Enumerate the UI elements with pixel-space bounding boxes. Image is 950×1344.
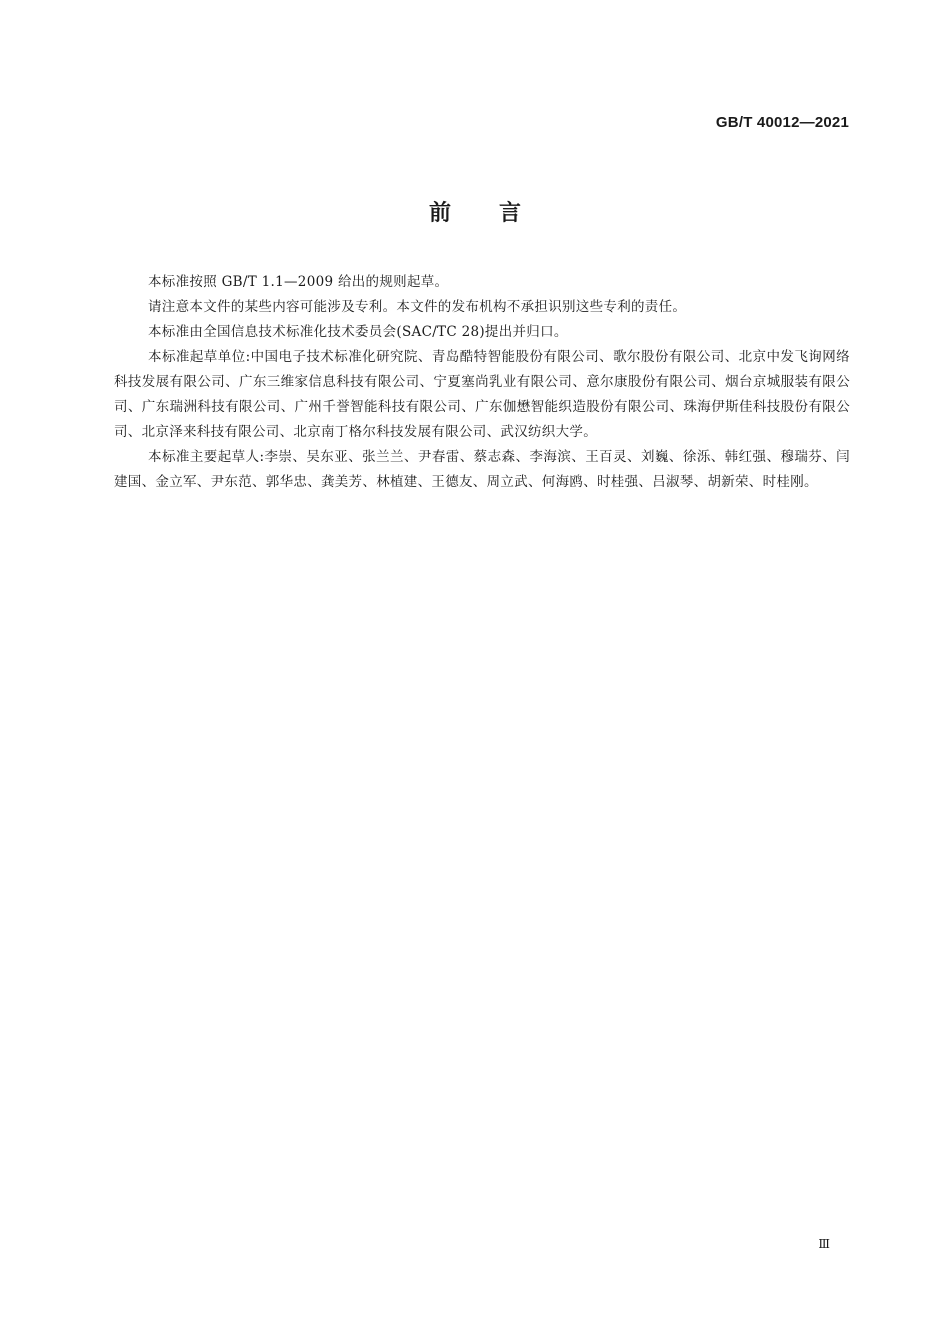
paragraph-drafting-units: 本标准起草单位:中国电子技术标准化研究院、青岛酷特智能股份有限公司、歌尔股份有限公司、北京中发飞询网络科技发展有限公司、广东三维家信息科技有限公司、宁夏塞尚乳业有限公司、意尔康股份有限公司、烟台京城服装有限公司、广东瑞洲科技有限公司、广州千誉智能科技有限公司、广东伽懋智能织造股份有限公司、珠海伊斯佳科技股份有限公司、北京泽来科技有限公司、北京南丁格尔科技发展有限公司、武汉纺织大学。 [114,349,850,440]
standard-number: GB/T 40012—2021 [715,114,849,131]
document-body [114,270,850,495]
paragraph-drafting-rules: 本标准按照 GB/T 1.1—2009 给出的规则起草。 [148,274,449,290]
paragraph-proposer: 本标准由全国信息技术标准化技术委员会(SAC/TC 28)提出并归口。 [148,324,568,340]
paragraph-drafters: 本标准主要起草人:李崇、吴东亚、张兰兰、尹春雷、蔡志森、李海滨、王百灵、刘巍、徐泺、韩红强、穆瑞芬、闫建国、金立军、尹东范、郭华忠、龚美芳、林植建、王德友、周立武、何海鸥、时桂强、吕淑琴、胡新荣、时桂刚。 [114,449,850,490]
paragraph-patent-notice: 请注意本文件的某些内容可能涉及专利。本文件的发布机构不承担识别这些专利的责任。 [148,299,687,315]
page-title: 前言 [428,201,569,226]
page-number: Ⅲ [818,1237,830,1251]
